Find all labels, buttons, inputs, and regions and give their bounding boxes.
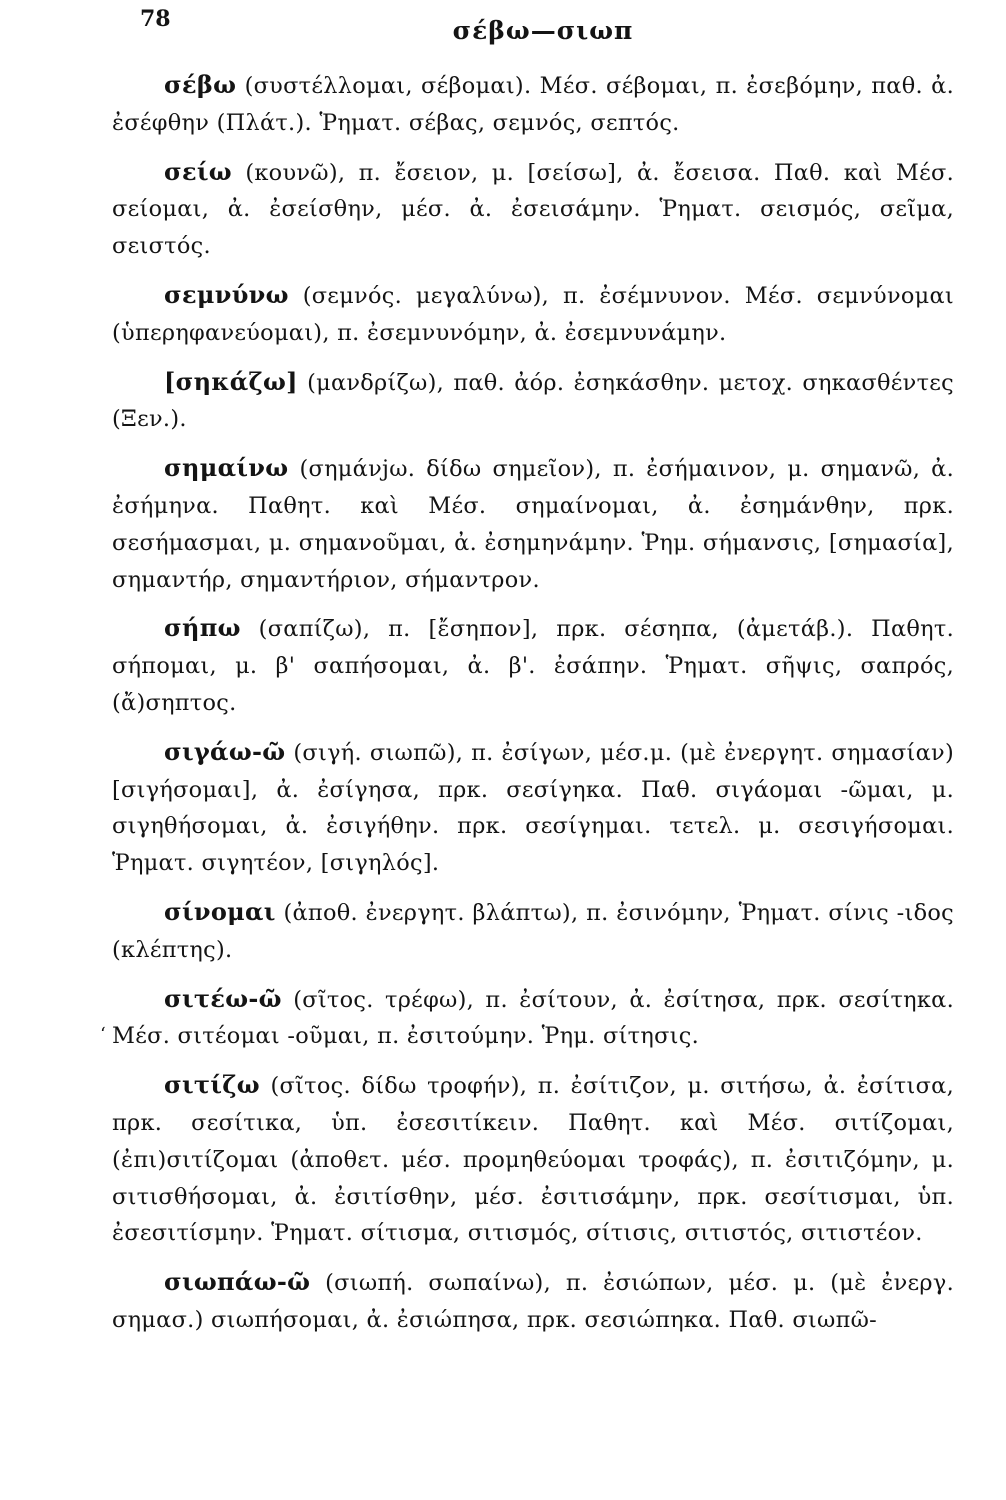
entry-headword: σεμνύνω	[164, 279, 289, 309]
entry-headword: σείω	[164, 156, 232, 186]
entry-text: (σημάνjω. δίδω σημεῖον), π. ἐσήμαινον, μ. σημανῶ, ἀ. ἐσήμηνα. Παθητ. καὶ Μέσ. σημαίνομαι, ἀ. ἐσημάνθην, πρκ. σεσήμασμαι, μ. σημανοῦμαι, ἀ. ἐσημηνάμην. Ῥημ. σήμανσις, [σημασία], σημαντήρ, σημαντήριον, σήμαντρον.	[112, 456, 954, 593]
entry-text: (μανδρίζω), παθ. ἀόρ. ἐσηκάσθην. μετοχ. σηκασθέντες (Ξεν.).	[112, 369, 954, 433]
entry-headword: σιγάω-ῶ	[164, 736, 286, 766]
entry-text: (σῖτος. τρέφω), π. ἐσίτουν, ἀ. ἐσίτησα, πρκ. σεσίτηκα. Μέσ. σιτέομαι -οῦμαι, π. ἐσιτούμην. Ῥημ. σίτησις.	[112, 986, 954, 1050]
dictionary-entry	[112, 894, 954, 969]
dictionary-entry	[112, 610, 954, 721]
dictionary-entry	[112, 154, 954, 265]
dictionary-entry	[112, 364, 954, 439]
entry-text: (σαπίζω), π. [ἔσηπον], πρκ. σέσηπα, (ἀμετάβ.). Παθητ. σήπομαι, μ. β' σαπήσομαι, ἀ. β'. ἐσάπην. Ῥηματ. σῆψις, σαπρός, (ἄ)σηπτος.	[112, 616, 954, 716]
dictionary-entry	[112, 981, 954, 1056]
entry-text: (σιωπή. σωπαίνω), π. ἐσιώπων, μέσ. μ. (μὲ ἐνεργ. σημασ.) σιωπήσομαι, ἀ. ἐσιώπησα, πρκ. σεσιώπηκα. Παθ. σιωπῶ-	[112, 1270, 954, 1333]
entry-headword: [σηκάζω]	[164, 366, 298, 396]
entry-headword: σέβω	[164, 70, 237, 99]
entry-text: (συστέλλομαι, σέβομαι). Μέσ. σέβομαι, π. ἐσεβόμην, παθ. ἀ. ἐσέφθην (Πλάτ.). Ῥηματ. σέβας, σεμνός, σεπτός.	[112, 73, 955, 136]
dictionary-entry	[112, 450, 954, 598]
entry-headword: σημαίνω	[164, 453, 289, 483]
entry-text: (κουνῶ), π. ἔσειον, μ. [σείσω], ἀ. ἔσεισα. Παθ. καὶ Μέσ. σείομαι, ἀ. ἐσείσθην, μέσ. ἀ. ἐσεισάμην. Ῥηματ. σεισμός, σεῖμα, σειστός.	[112, 159, 954, 260]
entry-text: (ἀποθ. ἐνεργητ. βλάπτω), π. ἐσινόμην, Ῥηματ. σίνις -ιδος (κλέπτης).	[112, 899, 955, 963]
entry-headword: σιτίζω	[164, 1070, 260, 1100]
margin-mark: ʻ	[100, 1024, 106, 1045]
page-number: 78	[140, 6, 171, 32]
entry-text: (σεμνός. μεγαλύνω), π. ἐσέμνυνον. Μέσ. σεμνύνομαι (ὑπερηφανεύομαι), π. ἐσεμνυνόμην, ἀ. ἐσεμνυνάμην.	[112, 282, 955, 346]
running-head: σέβω—σιωπ	[452, 16, 634, 45]
dictionary-entry	[112, 1067, 954, 1252]
entry-headword: σιτέω-ῶ	[164, 983, 282, 1013]
dictionary-entry	[112, 1264, 954, 1339]
entry-headword: σιωπάω-ῶ	[164, 1267, 311, 1297]
entry-text: (σῖτος. δίδω τροφήν), π. ἐσίτιζον, μ. σιτήσω, ἀ. ἐσίτισα, πρκ. σεσίτικα, ὑπ. ἐσεσιτίκειν. Παθητ. καὶ Μέσ. σιτίζομαι, (ἐπι)σιτίζομαι (ἀποθετ. μέσ. προμηθεύομαι τροφάς), π. ἐσιτιζόμην, μ. σιτισθήσομαι, ἀ. ἐσιτίσθην, μέσ. ἐσιτισάμην, πρκ. σεσίτισμαι, ὑπ. ἐσεσιτίσμην. Ῥηματ. σίτισμα, σιτισμός, σίτισις, σιτιστός, σιτιστέον.	[112, 1073, 954, 1247]
entry-headword: σήπω	[164, 613, 241, 643]
entry-text: (σιγή. σιωπῶ), π. ἐσίγων, μέσ.μ. (μὲ ἐνεργητ. σημασίαν) [σιγήσομαι], ἀ. ἐσίγησα, πρκ. σεσίγηκα. Παθ. σιγάομαι -ῶμαι, μ. σιγηθήσομαι, ἀ. ἐσιγήθην. πρκ. σεσίγημαι. τετελ. μ. σεσιγήσομαι. Ῥηματ. σιγητέον, [σιγηλός].	[112, 739, 954, 877]
dictionary-entry	[112, 67, 954, 142]
dictionary-entry	[112, 277, 954, 352]
entry-headword: σίνομαι	[164, 896, 276, 926]
dictionary-entry	[112, 734, 954, 882]
